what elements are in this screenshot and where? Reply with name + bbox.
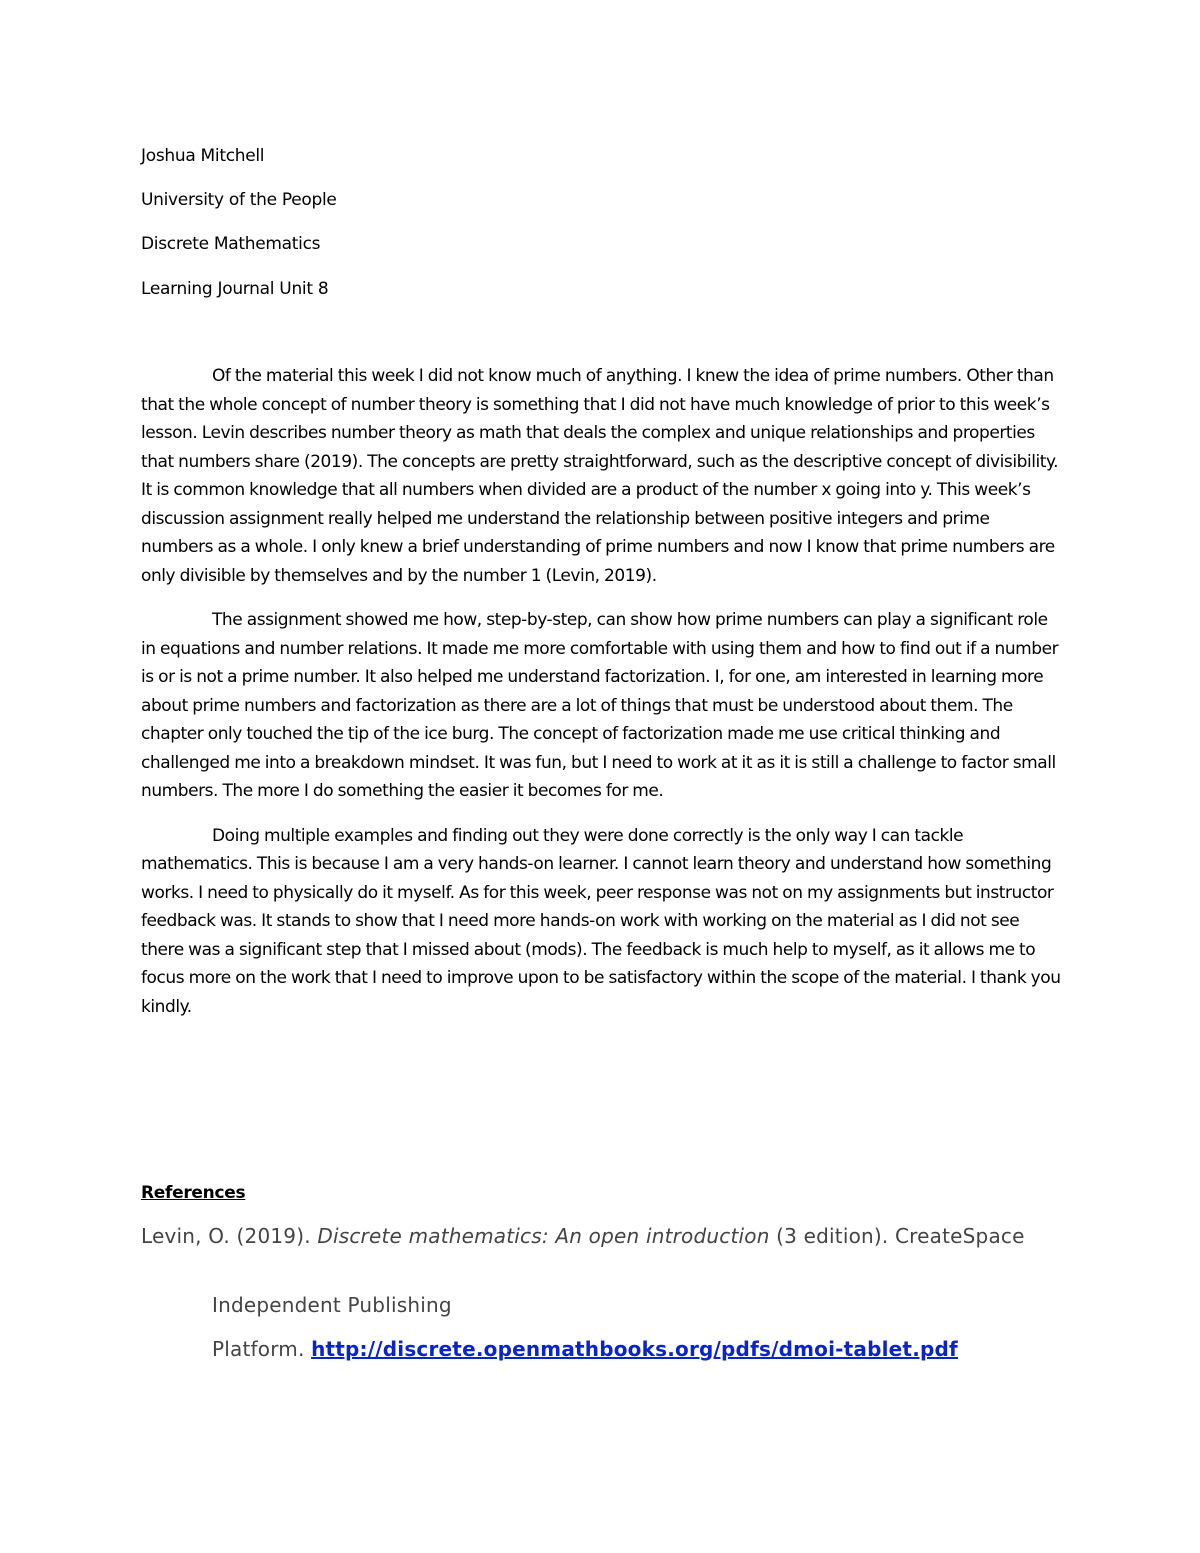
assignment-title: Learning Journal Unit 8: [141, 279, 329, 299]
reference-line-2: [212, 1292, 452, 1318]
references-heading: References: [141, 1183, 246, 1203]
reference-platform: Platform.: [212, 1337, 312, 1361]
paragraph-1: Of the material this week I did not know much of anything. I knew the idea of prime numbers. Other than that the whole concept of number theory is something that I did not have much knowledge of prior to this week’s lesson. Levin describes number theory as math that deals the complex and unique relationships and properties that numbers share (2019). The concepts are pretty straightforward, such as the descriptive concept of divisibility. It is common knowledge that all numbers when divided are a product of the number x going into y. This week’s discussion assignment really helped me understand the relationship between positive integers and prime numbers as a whole. I only knew a brief understanding of prime numbers and now I know that prime numbers are only divisible by themselves and by the number 1 (Levin, 2019).: [141, 366, 1059, 586]
reference-line-3: [212, 1336, 958, 1362]
reference-title: Discrete mathematics: An open introduction: [317, 1224, 770, 1248]
author-name: Joshua Mitchell: [141, 146, 265, 166]
reference-author-year: Levin, O. (2019).: [141, 1224, 318, 1248]
paragraph-2: The assignment showed me how, step-by-step, can show how prime numbers can play a significant role in equations and number relations. It made me more comfortable with using them and how to find out if a number is or is not a prime number. It also helped me understand factorization. I, for one, am interested in learning more about prime numbers and factorization as there are a lot of things that must be understood about them. The chapter only touched the tip of the ice burg. The concept of factorization made me use critical thinking and challenged me into a breakdown mindset. It was fun, but I need to work at it as it is still a challenge to factor small numbers. The more I do something the easier it becomes for me.: [141, 610, 1059, 801]
reference-edition-publisher: (3 edition). CreateSpace: [769, 1224, 1025, 1248]
reference-line-1: [141, 1223, 1025, 1249]
reference-url-link[interactable]: http://discrete.openmathbooks.org/pdfs/dmoi-tablet.pdf: [311, 1337, 958, 1361]
course-name: Discrete Mathematics: [141, 234, 321, 254]
institution-name: University of the People: [141, 190, 337, 210]
journal-body: [141, 362, 1061, 1021]
reference-publisher-cont: Independent Publishing: [212, 1293, 452, 1317]
paragraph-3: Doing multiple examples and finding out they were done correctly is the only way I can tackle mathematics. This is because I am a very hands-on learner. I cannot learn theory and understand how something works. I need to physically do it myself. As for this week, peer response was not on my assignments but instructor feedback was. It stands to show that I need more hands-on work with working on the material as I did not see there was a significant step that I missed about (mods). The feedback is much help to myself, as it allows me to focus more on the work that I need to improve upon to be satisfactory within the scope of the material. I thank you kindly.: [141, 825, 1061, 1017]
